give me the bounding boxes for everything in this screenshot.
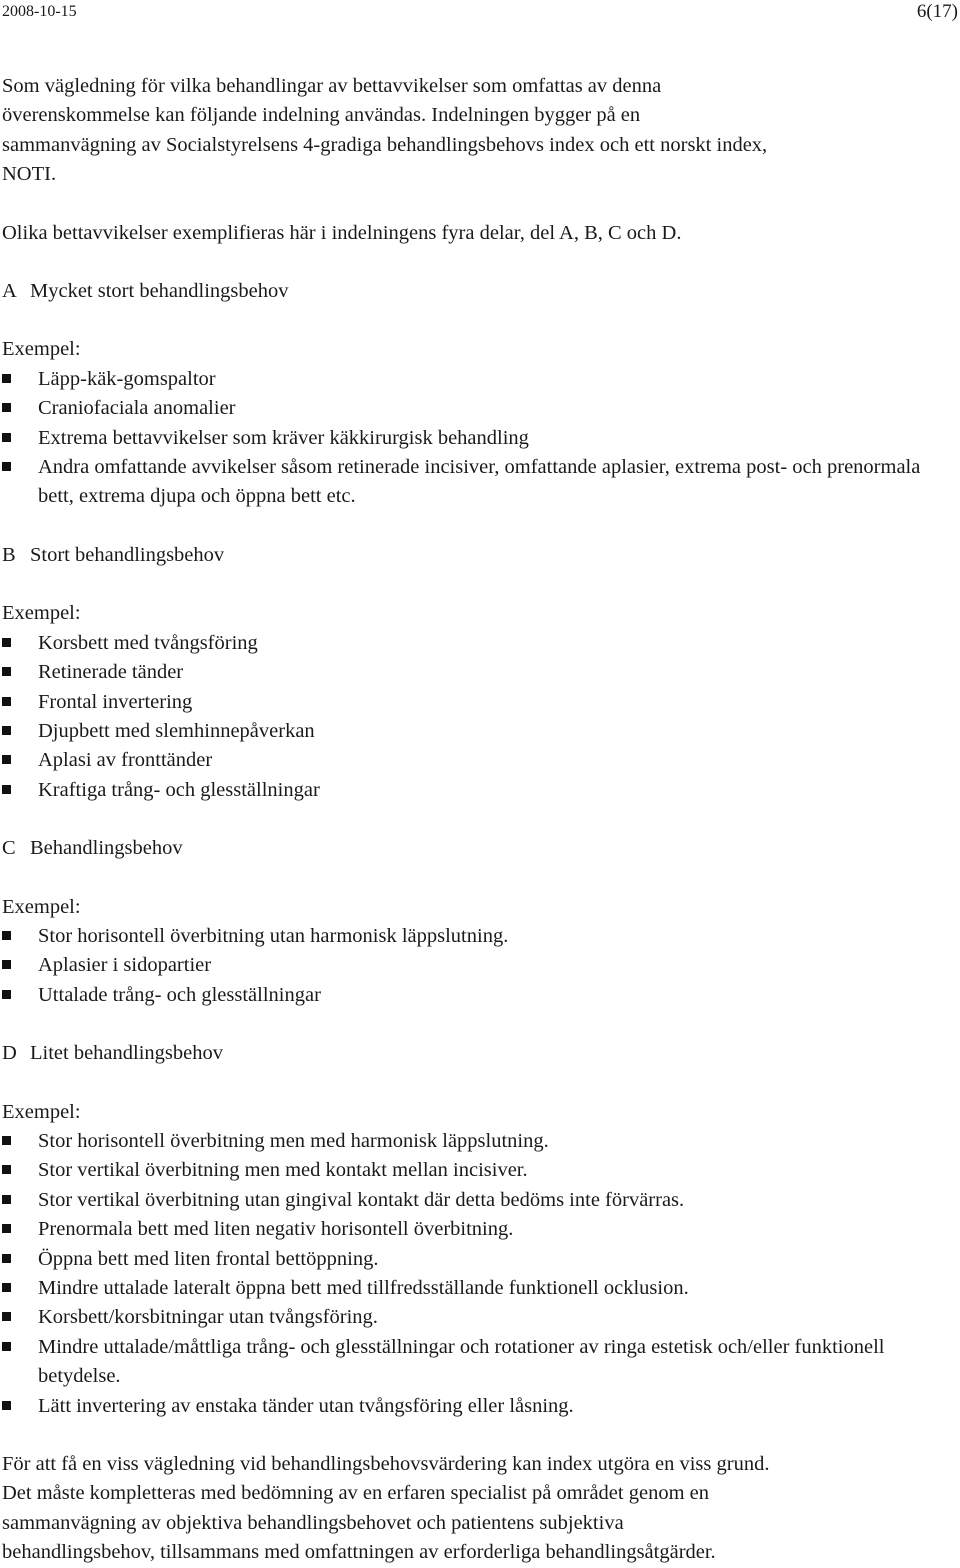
- intro-line: sammanvägning av Socialstyrelsens 4-gradiga behandlingsbehovs index och ett norskt index,: [2, 133, 768, 156]
- square-bullet-icon: [2, 1195, 11, 1204]
- list-item: Craniofaciala anomalier: [2, 394, 958, 423]
- square-bullet-icon: [2, 403, 11, 412]
- square-bullet-icon: [2, 960, 11, 969]
- closing-line: Det måste kompletteras med bedömning av en erfaren specialist på området genom en: [2, 1482, 709, 1505]
- example-list: [2, 629, 958, 805]
- list-item: Aplasier i sidopartier: [2, 951, 958, 980]
- list-item: Djupbett med slemhinnepåverkan: [2, 717, 958, 746]
- section-title: Behandlingsbehov: [30, 837, 183, 860]
- example-label: Exempel:: [2, 895, 81, 918]
- square-bullet-icon: [2, 1136, 11, 1145]
- list-item: Mindre uttalade/måttliga trång- och glesställningar och rotationer av ringa estetisk och/eller funktionell betydelse.: [2, 1333, 958, 1392]
- section-d: [2, 1039, 958, 1421]
- square-bullet-icon: [2, 1165, 11, 1174]
- intro-line: NOTI.: [2, 163, 57, 186]
- list-item: Korsbett med tvångsföring: [2, 629, 958, 658]
- list-item: Korsbett/korsbitningar utan tvångsföring.: [2, 1303, 958, 1332]
- example-list: [2, 922, 958, 1010]
- square-bullet-icon: [2, 1312, 11, 1321]
- square-bullet-icon: [2, 785, 11, 794]
- section-letter: B: [2, 543, 16, 566]
- list-item: Prenormala bett med liten negativ horisontell överbitning.: [2, 1215, 958, 1244]
- example-label: Exempel:: [2, 338, 81, 361]
- square-bullet-icon: [2, 374, 11, 383]
- square-bullet-icon: [2, 931, 11, 940]
- list-item: Andra omfattande avvikelser såsom retinerade incisiver, omfattande aplasier, extrema post- och prenormala bett, extrema djupa och öppna bett etc.: [2, 453, 958, 512]
- square-bullet-icon: [2, 755, 11, 764]
- square-bullet-icon: [2, 667, 11, 676]
- closing-paragraph: [2, 1450, 958, 1568]
- section-heading: [2, 277, 958, 306]
- list-item: Öppna bett med liten frontal bettöppning.: [2, 1245, 958, 1274]
- example-list: [2, 1127, 958, 1421]
- closing-line: För att få en viss vägledning vid behandlingsbehovsvärdering kan index utgöra en viss grund.: [2, 1453, 770, 1476]
- intro-line: överenskommelse kan följande indelning användas. Indelningen bygger på en: [2, 104, 641, 127]
- square-bullet-icon: [2, 1283, 11, 1292]
- list-item: Retinerade tänder: [2, 658, 958, 687]
- page-header: [0, 0, 960, 28]
- square-bullet-icon: [2, 726, 11, 735]
- section-letter: D: [2, 1042, 17, 1065]
- section-title: Stort behandlingsbehov: [30, 543, 225, 566]
- intro-paragraph: [2, 72, 958, 190]
- example-label: Exempel:: [2, 602, 81, 625]
- summary-paragraph: Olika bettavvikelser exemplifieras här i indelningens fyra delar, del A, B, C och D.: [2, 221, 682, 244]
- square-bullet-icon: [2, 433, 11, 442]
- section-b: [2, 541, 958, 805]
- section-heading: [2, 834, 958, 863]
- section-a: [2, 277, 958, 512]
- square-bullet-icon: [2, 1342, 11, 1351]
- document-body: [2, 72, 958, 1568]
- page-number: 6(17): [916, 1, 958, 22]
- section-title: Litet behandlingsbehov: [30, 1042, 223, 1065]
- square-bullet-icon: [2, 462, 11, 471]
- list-item: Stor horisontell överbitning men med harmonisk läppslutning.: [2, 1127, 958, 1156]
- example-label: Exempel:: [2, 1100, 81, 1123]
- intro-line: Som vägledning för vilka behandlingar av bettavvikelser som omfattas av denna: [2, 75, 662, 97]
- list-item: Kraftiga trång- och glesställningar: [2, 776, 958, 805]
- list-item: Läpp-käk-gomspaltor: [2, 365, 958, 394]
- section-letter: C: [2, 837, 16, 860]
- square-bullet-icon: [2, 638, 11, 647]
- example-list: [2, 365, 958, 512]
- section-letter: A: [2, 280, 17, 303]
- list-item: Lätt invertering av enstaka tänder utan tvångsföring eller låsning.: [2, 1392, 958, 1421]
- list-item: Stor horisontell överbitning utan harmonisk läppslutning.: [2, 922, 958, 951]
- list-item: Extrema bettavvikelser som kräver käkkirurgisk behandling: [2, 424, 958, 453]
- list-item: Aplasi av fronttänder: [2, 746, 958, 775]
- document-date: 2008-10-15: [2, 3, 77, 20]
- section-heading: [2, 1039, 958, 1068]
- section-c: [2, 834, 958, 1010]
- square-bullet-icon: [2, 697, 11, 706]
- square-bullet-icon: [2, 1401, 11, 1410]
- closing-line: sammanvägning av objektiva behandlingsbehovet och patientens subjektiva: [2, 1511, 624, 1534]
- square-bullet-icon: [2, 990, 11, 999]
- list-item: Stor vertikal överbitning men med kontakt mellan incisiver.: [2, 1156, 958, 1185]
- square-bullet-icon: [2, 1254, 11, 1263]
- list-item: Frontal invertering: [2, 688, 958, 717]
- list-item: Mindre uttalade lateralt öppna bett med tillfredsställande funktionell ocklusion.: [2, 1274, 958, 1303]
- square-bullet-icon: [2, 1224, 11, 1233]
- section-heading: [2, 541, 958, 570]
- closing-line: behandlingsbehov, tillsammans med omfattningen av erforderliga behandlingsåtgärder.: [2, 1541, 716, 1564]
- list-item: Stor vertikal överbitning utan gingival kontakt där detta bedöms inte förvärras.: [2, 1186, 958, 1215]
- list-item: Uttalade trång- och glesställningar: [2, 981, 958, 1010]
- section-title: Mycket stort behandlingsbehov: [30, 280, 289, 303]
